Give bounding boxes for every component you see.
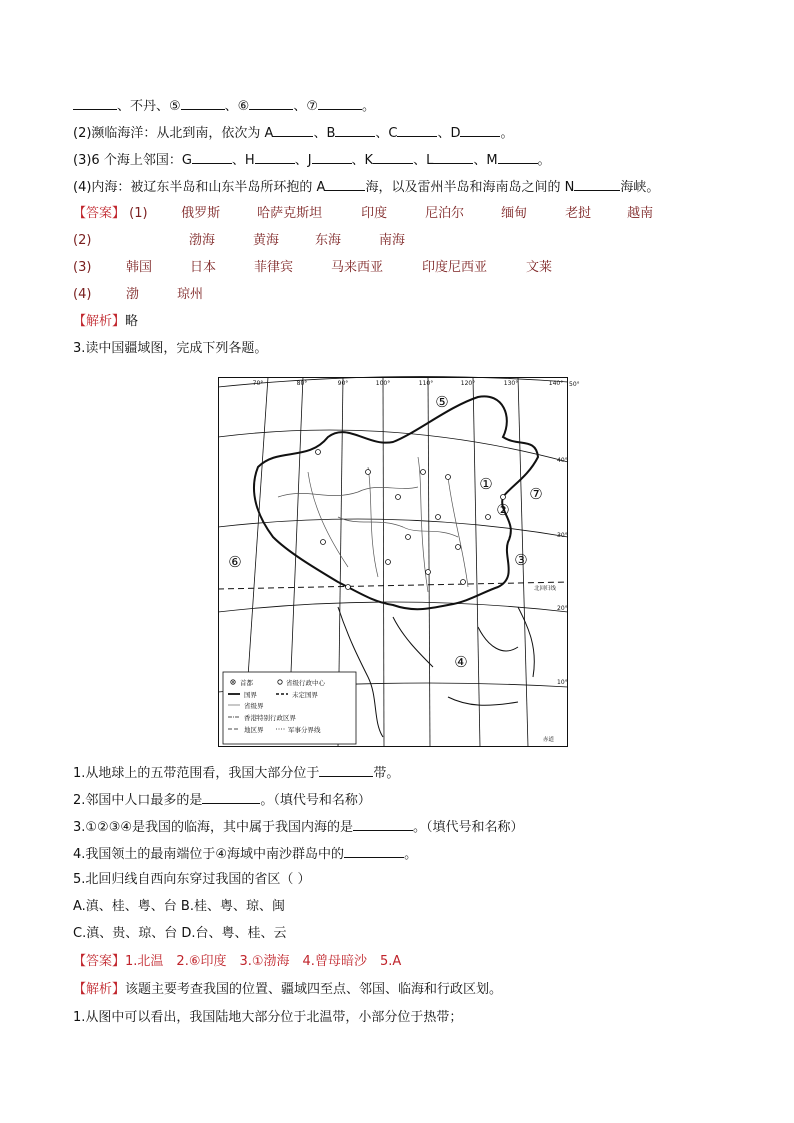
marker-1: ① xyxy=(479,475,493,493)
answer-tag: 【答案】 xyxy=(73,206,126,221)
marker-4: ④ xyxy=(454,653,468,671)
svg-text:130°: 130° xyxy=(503,380,519,387)
q3-item-5: 5.北回归线自西向东穿过我国的省区（ ） xyxy=(73,872,311,887)
fill-line-4: (4)内海：被辽东半岛和山东半岛所环抱的 A 海，以及雷州半岛和海南岛之间的 N 海峡。 xyxy=(73,180,660,195)
map-legend xyxy=(223,672,356,744)
marker-7: ⑦ xyxy=(529,485,543,503)
svg-text:军事分界线: 军事分界线 xyxy=(288,726,321,734)
svg-text:80°: 80° xyxy=(296,380,308,387)
marker-6: ⑥ xyxy=(228,553,242,571)
svg-text:未定国界: 未定国界 xyxy=(292,691,318,699)
q3-options-ab: A.滇、桂、粤、台 B.桂、粤、琼、闽 xyxy=(73,899,285,914)
q3-options-cd: C.滇、贵、琼、台 D.台、粤、桂、云 xyxy=(73,926,287,941)
q3-item-4: 4.我国领土的最南端位于④海域中南沙群岛中的 。 xyxy=(73,847,418,862)
svg-text:国界: 国界 xyxy=(244,691,257,699)
svg-text:90°: 90° xyxy=(337,380,349,387)
marker-5: ⑤ xyxy=(435,393,449,411)
svg-text:70°: 70° xyxy=(252,380,264,387)
svg-text:省级界: 省级界 xyxy=(244,702,264,710)
answer-row-4: (4) 渤 琼州 xyxy=(73,287,204,302)
svg-text:地区界: 地区界 xyxy=(244,726,264,734)
q3-item-3: 3.①②③④是我国的临海，其中属于我国内海的是 。（填代号和名称） xyxy=(73,820,524,835)
q3-item-2: 2.邻国中人口最多的是 。（填代号和名称） xyxy=(73,793,371,808)
svg-text:50°: 50° xyxy=(569,381,580,388)
fill-line-1: 、不丹、⑤ 、⑥ 、⑦ 。 xyxy=(73,97,375,115)
answer-row-3: (3) 韩国 日本 菲律宾 马来西亚 印度尼西亚 文莱 xyxy=(73,260,553,275)
analysis-1: 【解析】略 xyxy=(73,314,139,329)
svg-text:首都: 首都 xyxy=(240,679,253,687)
answer-2: 【答案】1.北温 2.⑥印度 3.①渤海 4.曾母暗沙 5.A xyxy=(73,954,402,969)
marker-2: ② xyxy=(496,501,510,519)
china-territory-map xyxy=(218,377,580,747)
answer-row-2: (2) 渤海 黄海 东海 南海 xyxy=(73,233,406,248)
analysis-2: 【解析】该题主要考查我国的位置、疆域四至点、邻国、临海和行政区划。 xyxy=(73,982,503,997)
analysis-2-line: 1.从图中可以看出，我国陆地大部分位于北温带，小部分位于热带； xyxy=(73,1010,463,1025)
svg-text:100°: 100° xyxy=(375,380,391,387)
answer-row-1: 【答案】 (1) 俄罗斯 哈萨克斯坦 印度 尼泊尔 缅甸 老挝 越南 xyxy=(73,206,654,221)
svg-text:20°: 20° xyxy=(557,605,568,612)
q3-item-1: 1.从地球上的五带范围看，我国大部分位于 带。 xyxy=(73,766,400,781)
svg-text:省级行政中心: 省级行政中心 xyxy=(286,679,325,687)
tropic-label: 北回归线 xyxy=(534,586,557,592)
svg-text:120°: 120° xyxy=(460,380,476,387)
svg-text:30°: 30° xyxy=(557,532,568,539)
fill-line-3: (3)6 个海上邻国：G 、H 、J 、K 、L 、M 。 xyxy=(73,153,551,168)
svg-text:40°: 40° xyxy=(557,457,568,464)
svg-text:香港特别行政区界: 香港特别行政区界 xyxy=(244,714,296,722)
svg-text:10°: 10° xyxy=(557,679,568,686)
fill-line-2: (2)濒临海洋：从北到南，依次为 A 、B 、C 、D 。 xyxy=(73,126,514,141)
equator-label: 赤道 xyxy=(543,737,555,743)
marker-3: ③ xyxy=(514,551,528,569)
svg-text:140°: 140° xyxy=(548,380,564,387)
question-3-title: 3.读中国疆域图，完成下列各题。 xyxy=(73,341,268,356)
svg-text:110°: 110° xyxy=(418,380,434,387)
